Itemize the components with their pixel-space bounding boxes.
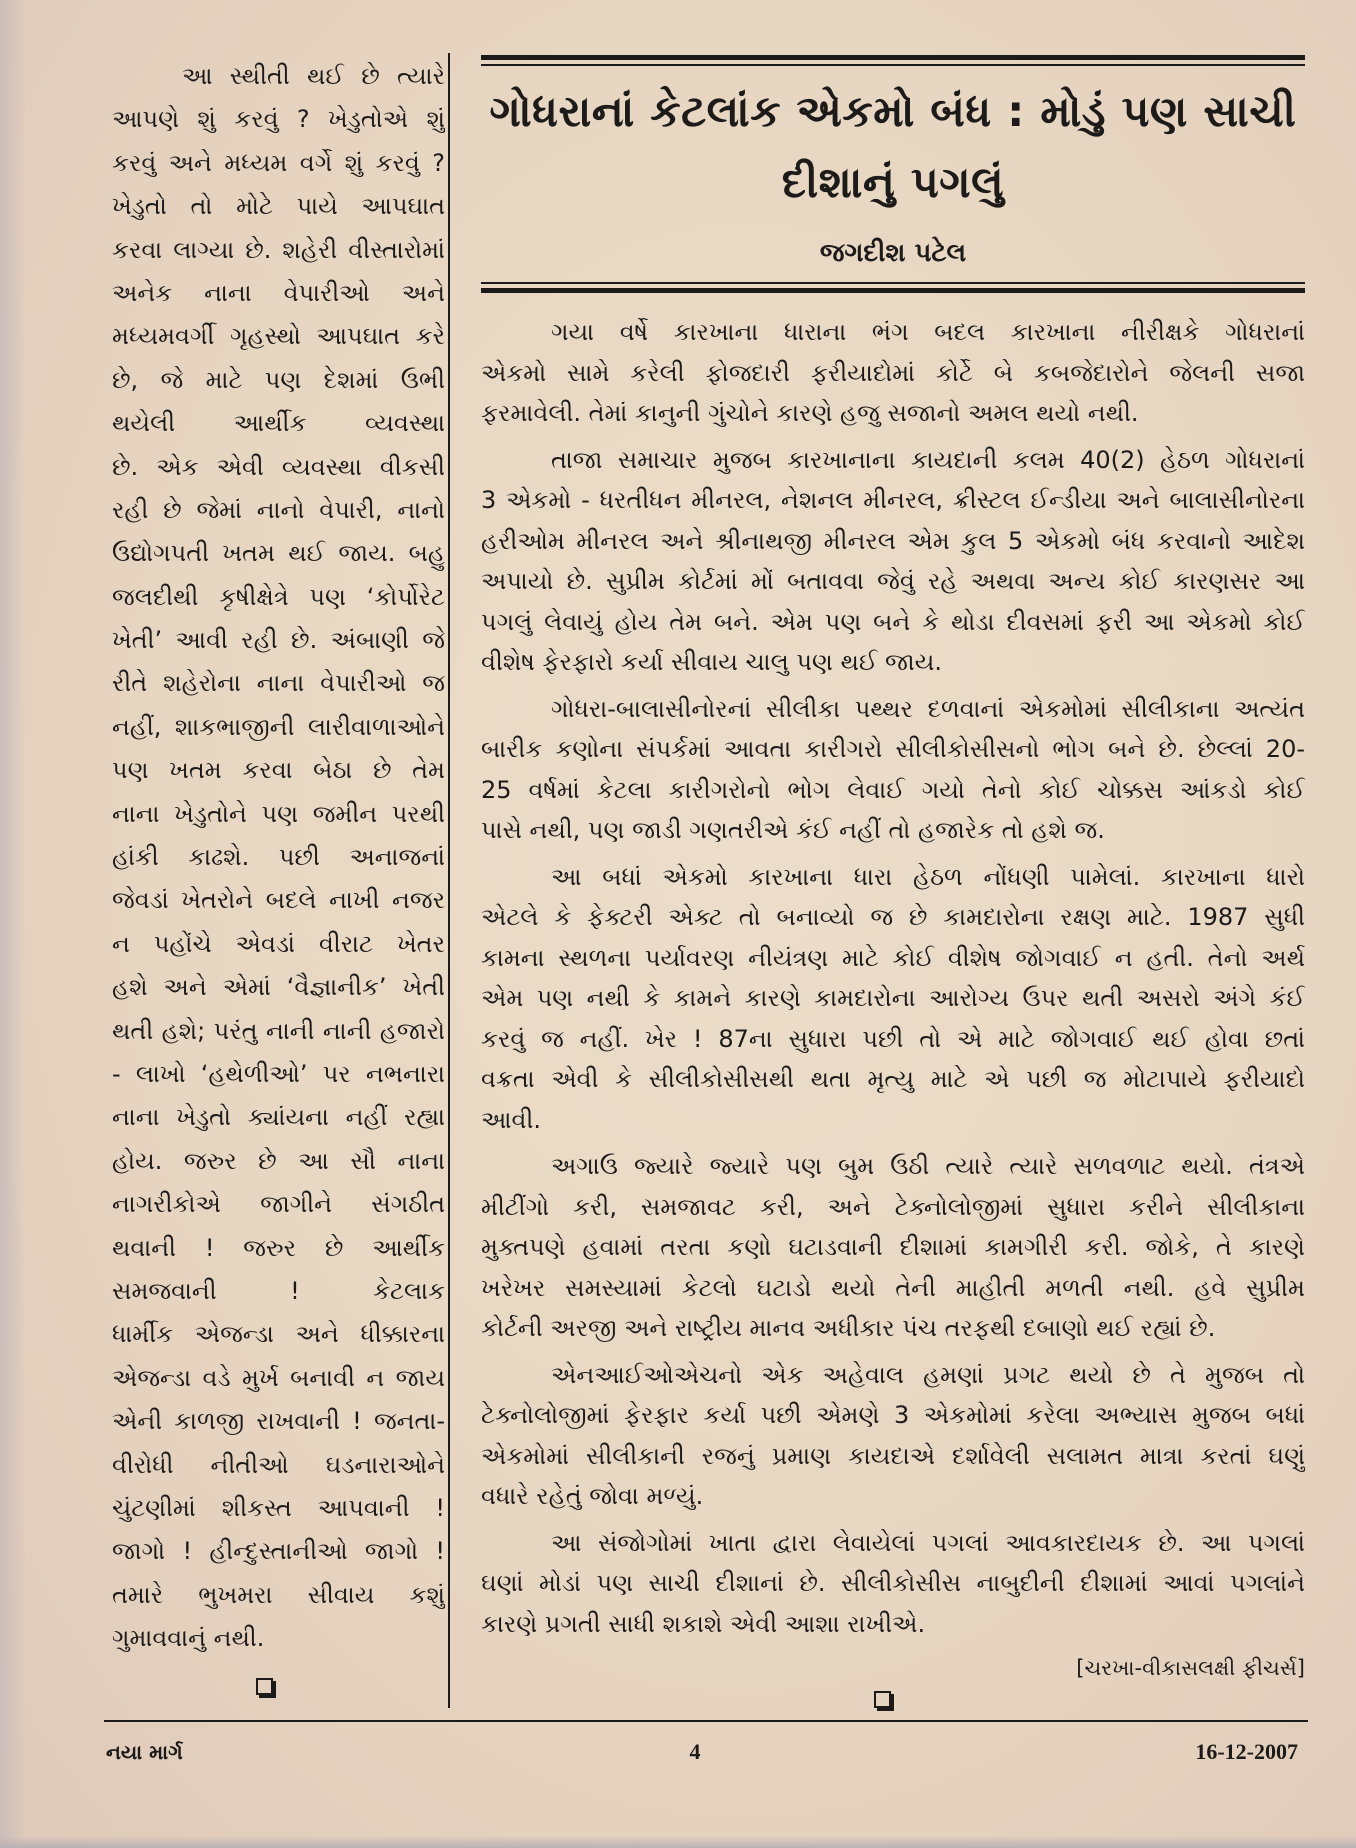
left-column-line: ખેડુતો તો મોટે પાયે આપઘાત xyxy=(112,192,445,221)
article-line: અપાયો છે. સુપ્રીમ કોર્ટમાં મોં બતાવવા જેવું રહે અથવા અન્ય કોઈ કારણસર આ xyxy=(481,567,1305,595)
article-line: ગોધરા-બાલાસીનોરનાં સીલીકા પથ્થર દળવાનાં એકમોમાં સીલીકાના અત્યંત xyxy=(551,694,1305,723)
article-line: વધારે રહેતું જોવા મળ્યું. xyxy=(481,1482,704,1510)
header-rule-bottom-thin xyxy=(481,282,1305,284)
header-rule-top-thin xyxy=(481,64,1305,66)
left-column-line: જાગો ! હીન્દુસ્તાનીઓ જાગો ! xyxy=(112,1537,445,1566)
article-line: 3 એકમો - ધરતીધન મીનરલ, નેશનલ મીનરલ, ક્રીસ્ટલ ઈન્ડીયા અને બાલાસીનોરના xyxy=(481,486,1305,514)
article-line: એમ પણ નથી કે કામને કારણે કામદારોના આરોગ્ય ઉપર થતી અસરો અંગે કંઈ xyxy=(481,984,1305,1012)
article-line: એનઆઈઓએચનો એક અહેવાલ હમણાં પ્રગટ થયો છે તે મુજબ તો xyxy=(551,1360,1305,1389)
article-line: એકમો સામે કરેલી ફોજદારી ફરીયાદોમાં કોર્ટે બે કબજેદારોને જેલની સજા xyxy=(481,358,1305,387)
header-rule-top-thick xyxy=(481,55,1305,60)
left-column-line: તમારે ભુખમરા સીવાય કશું xyxy=(112,1580,445,1609)
left-column-line: ખેતી’ આવી રહી છે. અંબાણી જે xyxy=(112,626,445,655)
left-column-line: પણ ખતમ કરવા બેઠા છે તેમ xyxy=(112,756,445,785)
left-column-line: આ સ્થીતી થઈ છે ત્યારે xyxy=(182,62,445,90)
left-column-line: અનેક નાના વેપારીઓ અને xyxy=(112,278,445,307)
left-column-line: કરવા લાગ્યા છે. શહેરી વીસ્તારોમાં xyxy=(112,235,445,264)
footer-page-number: 4 xyxy=(689,1739,701,1764)
article-body xyxy=(481,312,1305,1650)
left-column-line: છે, જે માટે પણ દેશમાં ઉભી xyxy=(112,365,445,394)
left-column-line: છે. એક એવી વ્યવસ્થા વીકસી xyxy=(112,452,445,481)
article-paragraph xyxy=(481,440,1305,683)
left-column-line: નાના ખેડુતો ક્યાંયના નહીં રહ્યા xyxy=(112,1103,445,1132)
left-column-line: થવાની ! જરુર છે આર્થીક xyxy=(112,1233,445,1262)
left-column-line: થતી હશે; પરંતુ નાની નાની હજારો xyxy=(112,1016,445,1045)
article-line: બારીક કણોના સંપર્કમાં આવતા કારીગરો સીલીકોસીસનો ભોગ બને છે. છેલ્લાં 20- xyxy=(481,735,1305,763)
left-column-line: નાના ખેડુતોને પણ જમીન પરથી xyxy=(112,799,445,828)
article-line: મીટીંગો કરી, સમજાવટ કરી, અને ટેક્નોલોજીમાં સુધારા કરીને સીલીકાના xyxy=(481,1192,1305,1221)
article-line: આવી. xyxy=(481,1105,541,1134)
end-mark-icon xyxy=(874,1691,891,1708)
left-column-line: ઉદ્યોગપતી ખતમ થઈ જાય. બહુ xyxy=(112,539,445,568)
left-column-line: એની કાળજી રાખવાની ! જનતા- xyxy=(112,1407,445,1436)
article-line: કોર્ટની અરજી અને રાષ્ટ્રીય માનવ અધીકાર પંચ તરફથી દબાણો થઈ રહ્યાં છે. xyxy=(481,1314,1216,1342)
article-line: તાજા સમાચાર મુજબ કારખાનાના કાયદાની કલમ 40(2) હેઠળ ગોધરાનાં xyxy=(551,445,1305,474)
scan-edge-left xyxy=(0,0,26,1848)
end-mark-icon xyxy=(256,1678,273,1695)
left-column-line: સમજવાની ! કેટલાક xyxy=(112,1276,445,1305)
left-column-line: ન પહોંચે એવડાં વીરાટ ખેતર xyxy=(112,929,445,958)
article-paragraph xyxy=(481,1523,1305,1645)
article-line: ગયા વર્ષે કારખાના ધારાના ભંગ બદલ કારખાના નીરીક્ષકે ગોધરાનાં xyxy=(551,318,1305,346)
article-line: ટેક્નોલોજીમાં ફેરફાર કર્યા પછી એમણે 3 એકમોમાં કરેલા અભ્યાસ મુજબ બધાં xyxy=(481,1401,1305,1429)
left-column-line: જેવડાં ખેતરોને બદલે નાખી નજર xyxy=(112,886,445,915)
article-line: વક્રતા એવી કે સીલીકોસીસથી થતા મૃત્યુ માટે એ પછી જ મોટાપાયે ફરીયાદો xyxy=(481,1065,1305,1093)
author-byline: જગદીશ પટેલ xyxy=(819,238,967,268)
left-column-line: ધાર્મીક એજન્ડા અને ધીક્કારના xyxy=(112,1320,445,1349)
article-title-line: દીશાનું પગલું xyxy=(781,158,1005,208)
article-paragraph xyxy=(481,857,1305,1141)
left-column-line: રહી છે જેમાં નાનો વેપારી, નાનો xyxy=(112,495,445,524)
footer-rule xyxy=(104,1720,1308,1722)
article-line: પગલું લેવાયું હોય તેમ બને. એમ પણ બને કે થોડા દીવસમાં ફરી આ એકમો કોઈ xyxy=(481,607,1305,636)
left-column-line: હાંકી કાઢશે. પછી અનાજનાં xyxy=(112,843,445,872)
left-column-line: હશે અને એમાં ‘વૈજ્ઞાનીક’ ખેતી xyxy=(112,973,445,1002)
article-line: અગાઉ જ્યારે જ્યારે પણ બુમ ઉઠી ત્યારે ત્યારે સળવળાટ થયો. તંત્રએ xyxy=(551,1152,1305,1180)
article-line: ફરમાવેલી. તેમાં કાનુની ગુંચોને કારણે હજુ સજાનો અમલ થયો નથી. xyxy=(481,399,1139,427)
article-line: મુક્તપણે હવામાં તરતા કણો ઘટાડવાની દીશામાં કામગીરી કરી. જોકે, તે કારણે xyxy=(481,1233,1305,1261)
article-line: ખરેખર સમસ્યામાં કેટલો ઘટાડો થયો તેની માહીતી મળતી નથી. હવે સુપ્રીમ xyxy=(481,1273,1305,1302)
header-rule-bottom-thick xyxy=(481,288,1305,293)
footer-date: 16-12-2007 xyxy=(1195,1739,1298,1764)
article-line: કારણે પ્રગતી સાધી શકાશે એવી આશા રાખીએ. xyxy=(481,1609,926,1638)
article-paragraph xyxy=(481,312,1305,434)
article-line: વીશેષ ફેરફારો કર્યા સીવાય ચાલુ પણ થઈ જાય. xyxy=(481,648,942,676)
left-column xyxy=(112,55,445,1660)
article-line: કરવું જ નહીં. ખેર ! 87ના સુધારા પછી તો એ માટે જોગવાઈ થઈ હોવા છતાં xyxy=(481,1024,1305,1053)
left-column-line: આપણે શું કરવું ? ખેડુતોએ શું xyxy=(112,105,445,134)
feature-credit: [ચરખા-વીકાસલક્ષી ફીચર્સ] xyxy=(1076,1656,1305,1680)
article-paragraph xyxy=(481,1355,1305,1517)
article-line: એકમોમાં સીલીકાની રજનું પ્રમાણ કાયદાએ દર્શાવેલી સલામત માત્રા કરતાં ઘણું xyxy=(481,1441,1305,1470)
left-column-line: - લાખો ‘હથેળીઓ’ પર નભનારા xyxy=(112,1059,445,1088)
left-column-line: એજન્ડા વડે મુર્ખ બનાવી ન જાય xyxy=(112,1363,445,1392)
left-column-line: વીરોધી નીતીઓ ઘડનારાઓને xyxy=(112,1450,445,1479)
left-column-line: મધ્યમવર્ગી ગૃહસ્થો આપઘાત કરે xyxy=(112,322,445,351)
article-title-line: ગોધરાનાં કેટલાંક એકમો બંધ : મોડું પણ સાચી xyxy=(489,87,1297,137)
left-column-line: નહીં, શાકભાજીની લારીવાળાઓને xyxy=(112,712,445,741)
left-column-line: નાગરીકોએ જાગીને સંગઠીત xyxy=(112,1190,445,1219)
article-line: 25 વર્ષમાં કેટલા કારીગરોનો ભોગ લેવાઈ ગયો તેનો કોઈ ચોક્કસ આંકડો કોઈ xyxy=(481,775,1305,804)
article-line: એટલે કે ફેક્ટરી એક્ટ તો બનાવ્યો જ છે કામદારોના રક્ષણ માટે. 1987 સુધી xyxy=(481,903,1305,931)
scan-edge-bottom xyxy=(0,1836,1356,1848)
left-column-line: ગુમાવવાનું નથી. xyxy=(112,1624,265,1653)
footer-publication-name: નયા માર્ગ xyxy=(106,1740,183,1764)
left-column-line: થયેલી આર્થીક વ્યવસ્થા xyxy=(112,409,445,438)
column-divider xyxy=(448,53,450,1708)
article-line: હરીઓમ મીનરલ અને શ્રીનાથજી મીનરલ એમ કુલ 5 એકમો બંધ કરવાનો આદેશ xyxy=(481,526,1305,555)
article-line: કામના સ્થળના પર્યાવરણ નીયંત્રણ માટે કોઈ વીશેષ જોગવાઈ ન હતી. તેનો અર્થ xyxy=(481,943,1305,972)
left-column-line: જલદીથી કૃષીક્ષેત્રે પણ ‘કોર્પોરેટ xyxy=(112,582,445,611)
left-column-line: રીતે શહેરોના નાના વેપારીઓ જ xyxy=(112,669,445,698)
left-column-line: હોય. જરુર છે આ સૌ નાના xyxy=(112,1146,445,1175)
article-line: આ બધાં એકમો કારખાના ધારા હેઠળ નોંધણી પામેલાં. કારખાના ધારો xyxy=(551,862,1305,891)
article-paragraph xyxy=(481,1146,1305,1349)
left-column-line: ચુંટણીમાં શીકસ્ત આપવાની ! xyxy=(112,1493,445,1522)
left-column-line: કરવું અને મધ્યમ વર્ગે શું કરવું ? xyxy=(112,148,445,177)
article-line: ઘણાં મોડાં પણ સાચી દીશાનાં છે. સીલીકોસીસ નાબુદીની દીશામાં આવાં પગલાંને xyxy=(481,1569,1305,1597)
article-line: પાસે નથી, પણ જાડી ગણતરીએ કંઈ નહીં તો હજારેક તો હશે જ. xyxy=(481,816,1105,844)
article-line: આ સંજોગોમાં ખાતા દ્વારા લેવાયેલાં પગલાં આવકારદાયક છે. આ પગલાં xyxy=(551,1528,1305,1557)
article-paragraph xyxy=(481,689,1305,851)
